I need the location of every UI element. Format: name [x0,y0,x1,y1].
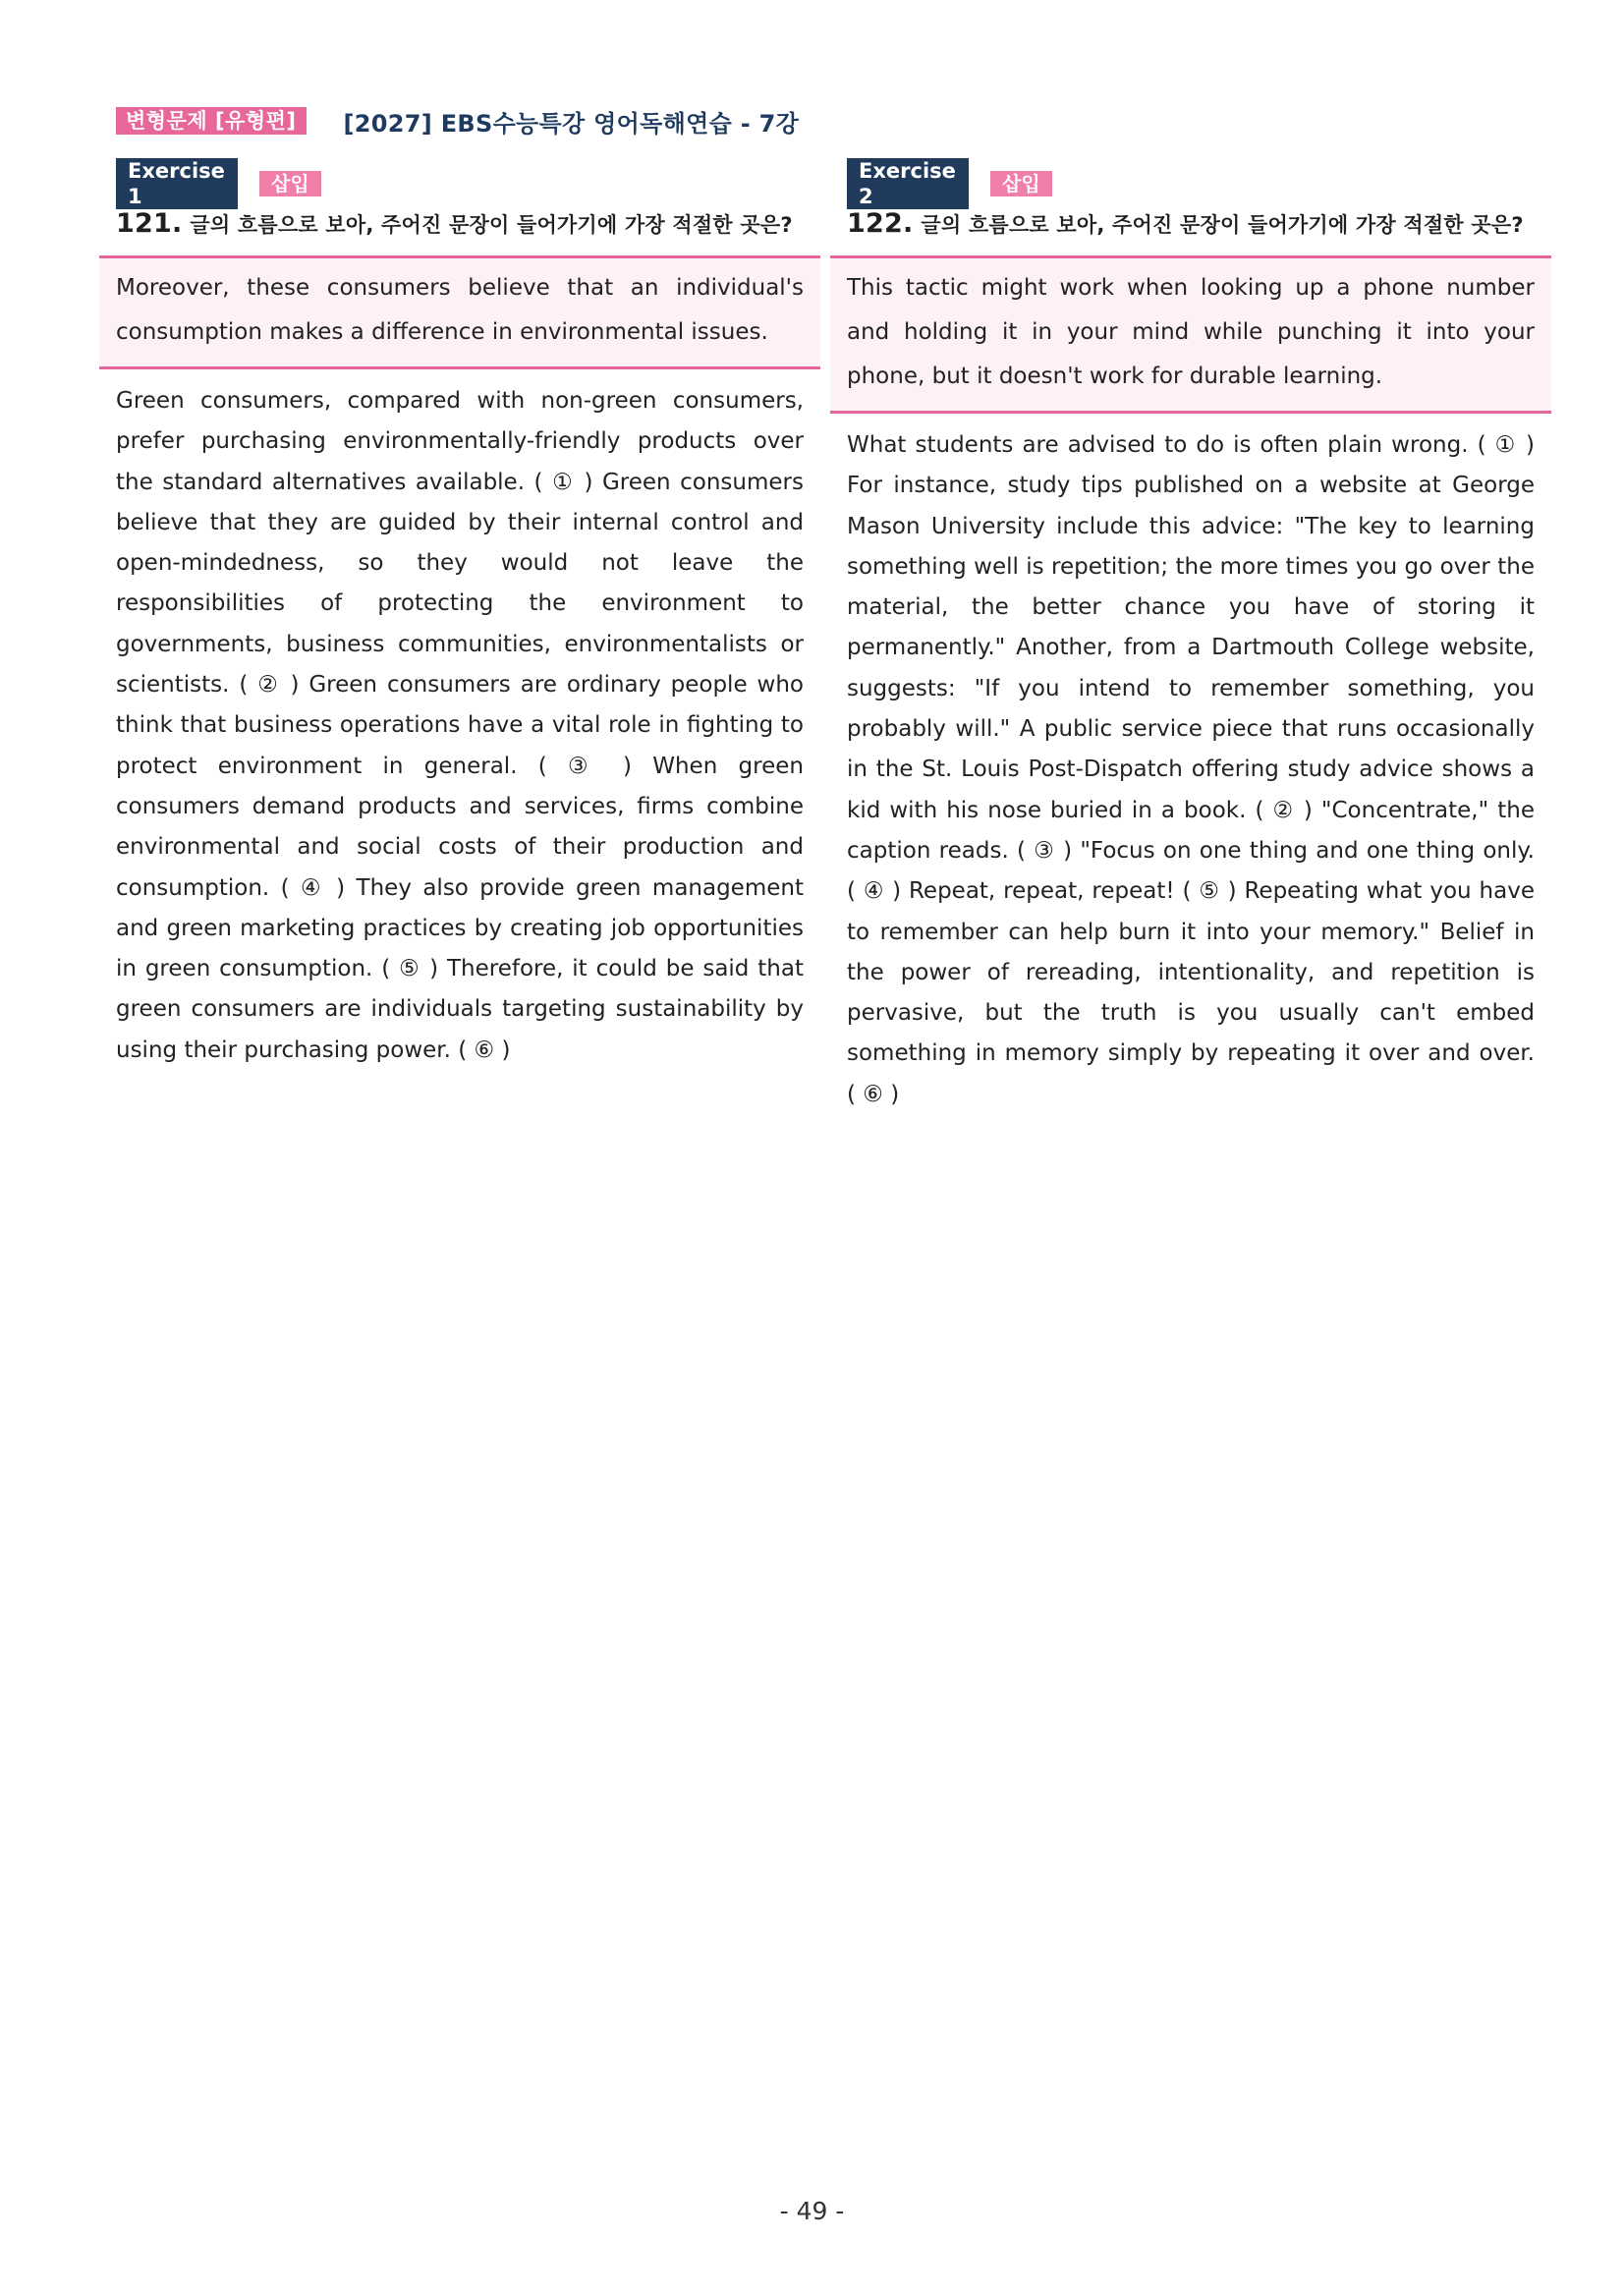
exercise-1-labels [116,159,804,208]
exercise-2-number: 122. [847,208,914,239]
page-header [116,104,799,138]
exercise-2-question-text: 글의 흐름으로 보아, 주어진 문장이 들어가기에 가장 적절한 곳은? [921,213,1524,237]
exercise-1-question [116,205,804,244]
exercise-1-question-text: 글의 흐름으로 보아, 주어진 문장이 들어가기에 가장 적절한 곳은? [190,213,793,237]
exercise-2-question [847,205,1535,244]
document-title: [2027] EBS수능특강 영어독해연습 - 7강 [343,109,800,138]
exercise-1-passage: Green consumers, compared with non-green consumers, prefer purchasing environmentally-friendly products over the standard alternatives available. ( ① ) Green consumers believe that they are guided by their internal control and open-mindedness, so they would not leave the responsibilities of protecting the environment to governments, business communities, environmentalists or scientists. ( ② ) Green consumers are ordinary people who think that business operations have a vital role in fighting to protect environment in general. ( ③ ) When green consumers demand products and services, firms combine environmental and social costs of their production and consumption. ( ④ ) They also provide green management and green marketing practices by creating job opportunities in green consumption. ( ⑤ ) Therefore, it could be said that green consumers are individuals targeting sustainability by using their purchasing power. ( ⑥ ) [116,388,804,1063]
exercise-1-label: Exercise 1 [116,158,238,209]
exercise-1-given-sentence: Moreover, these consumers believe that an individual's consumption makes a difference in environmental issues. [99,255,820,369]
exercise-2-passage: What students are advised to do is often plain wrong. ( ① ) For instance, study tips published on a website at George Mason University include this advice: "The key to learning something well is repetition; the more times you go over the material, the better chance you have of storing it permanently." Another, from a Dartmouth College website, suggests: "If you intend to remember something, you probably will." A public service piece that runs occasionally in the St. Louis Post-Dispatch offering study advice shows a kid with his nose buried in a book. ( ② ) "Concentrate," the caption reads. ( ③ ) "Focus on one thing and one thing only. ( ④ ) Repeat, repeat, repeat! ( ⑤ ) Repeating what you have to remember can help burn it into your memory." Belief in the power of rereading, intentionality, and repetition is pervasive, but the truth is you usually can't embed something in memory simply by repeating it over and over. ( ⑥ ) [847,432,1535,1107]
exercise-2-given-sentence: This tactic might work when looking up a phone number and holding it in your mind while punching it into your phone, but it doesn't work for durable learning. [830,255,1551,414]
category-tag: 변형문제 [유형편] [116,107,307,135]
exercise-1-type-badge: 삽입 [259,171,321,196]
page-number: - 49 - [779,2197,845,2225]
exercise-2-labels [847,159,1535,208]
exercise-2-type-badge: 삽입 [990,171,1052,196]
exercise-1 [116,159,804,1071]
exercise-1-number: 121. [116,208,183,239]
exercise-2 [847,159,1535,1115]
exercise-2-label: Exercise 2 [847,158,969,209]
